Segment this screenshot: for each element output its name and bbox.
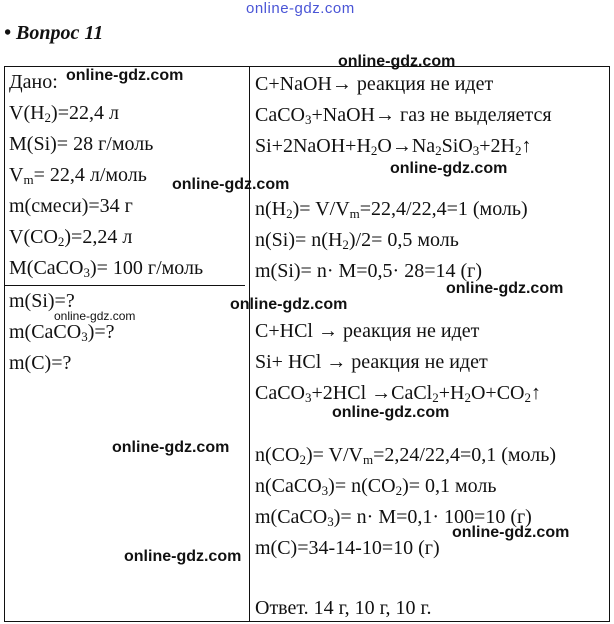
- watermark: online-gdz.com: [66, 67, 184, 84]
- watermark: online-gdz.com: [446, 280, 564, 297]
- given-line: m(смеси)=34 г: [9, 195, 133, 217]
- watermark: online-gdz.com: [172, 176, 290, 193]
- given-line: M(CaCO$_3$)= 100 г/моль: [9, 257, 204, 280]
- watermark: online-gdz.com: [332, 404, 450, 421]
- solution-line: $n(CO_2)= V/V_m=2,24/22,4=0,1$ (моль): [255, 444, 557, 467]
- solution-line: C+HCl → реакция не идет: [255, 320, 480, 342]
- solution-line: C+NaOH→ реакция не идет: [255, 73, 494, 95]
- given-line: $V(H_2)=22,4$ л: [9, 102, 119, 125]
- solution-line: CaCO$_3$+2HCl $\to CaCl_2+H_2O+CO_2↑$: [255, 382, 541, 405]
- given-line: $V(CO_2)=2,24$ л: [9, 226, 133, 249]
- solution-line: CaCO$_3$+NaOH→ газ не выделяется: [255, 104, 552, 127]
- top-watermark: online-gdz.com: [246, 0, 355, 17]
- solution-line: $n(Si)= n(H_2)/2= 0,5$ моль: [255, 229, 459, 252]
- solution-line: $Si+2NaOH+H_2O\to Na_2SiO_3+2H_2↑$: [255, 135, 532, 158]
- given-line: $V_m= 22,4$ л/моль: [9, 164, 147, 187]
- watermark: online-gdz.com: [390, 160, 508, 177]
- find-line: m(CaCO$_3$)=?: [9, 321, 115, 344]
- watermark: online-gdz.com: [230, 296, 348, 313]
- column-divider: [249, 67, 250, 621]
- find-line: m(Si)=?: [9, 290, 75, 312]
- question-heading: • Вопрос 11: [4, 22, 104, 44]
- find-line: m(C)=?: [9, 352, 72, 374]
- solution-line: m(CaCO$_3$)= n· M=0,1· 100=10 (г): [255, 506, 532, 529]
- watermark: online-gdz.com: [54, 309, 136, 323]
- solution-line: m(Si)= n· M=0,5· 28=14 (г): [255, 260, 483, 282]
- given-line: M(Si)= 28 г/моль: [9, 133, 154, 155]
- given-find-divider: [5, 285, 245, 286]
- watermark: online-gdz.com: [124, 548, 242, 565]
- watermark: online-gdz.com: [452, 524, 570, 541]
- solution-line: $n(H_2)= V/V_m=22,4/22,4=1$ (моль): [255, 198, 528, 221]
- solution-line: Ответ. 14 г, 10 г, 10 г.: [255, 597, 432, 619]
- solution-line: n(CaCO$_3$)= $n(CO_2)= 0,1$ моль: [255, 475, 497, 498]
- watermark: online-gdz.com: [112, 439, 230, 456]
- given-line: Дано:: [9, 71, 58, 93]
- solution-line: Si+ HCl → реакция не идет: [255, 351, 488, 373]
- solution-line: m(C)=34-14-10=10 (г): [255, 537, 440, 559]
- watermark: online-gdz.com: [338, 53, 456, 70]
